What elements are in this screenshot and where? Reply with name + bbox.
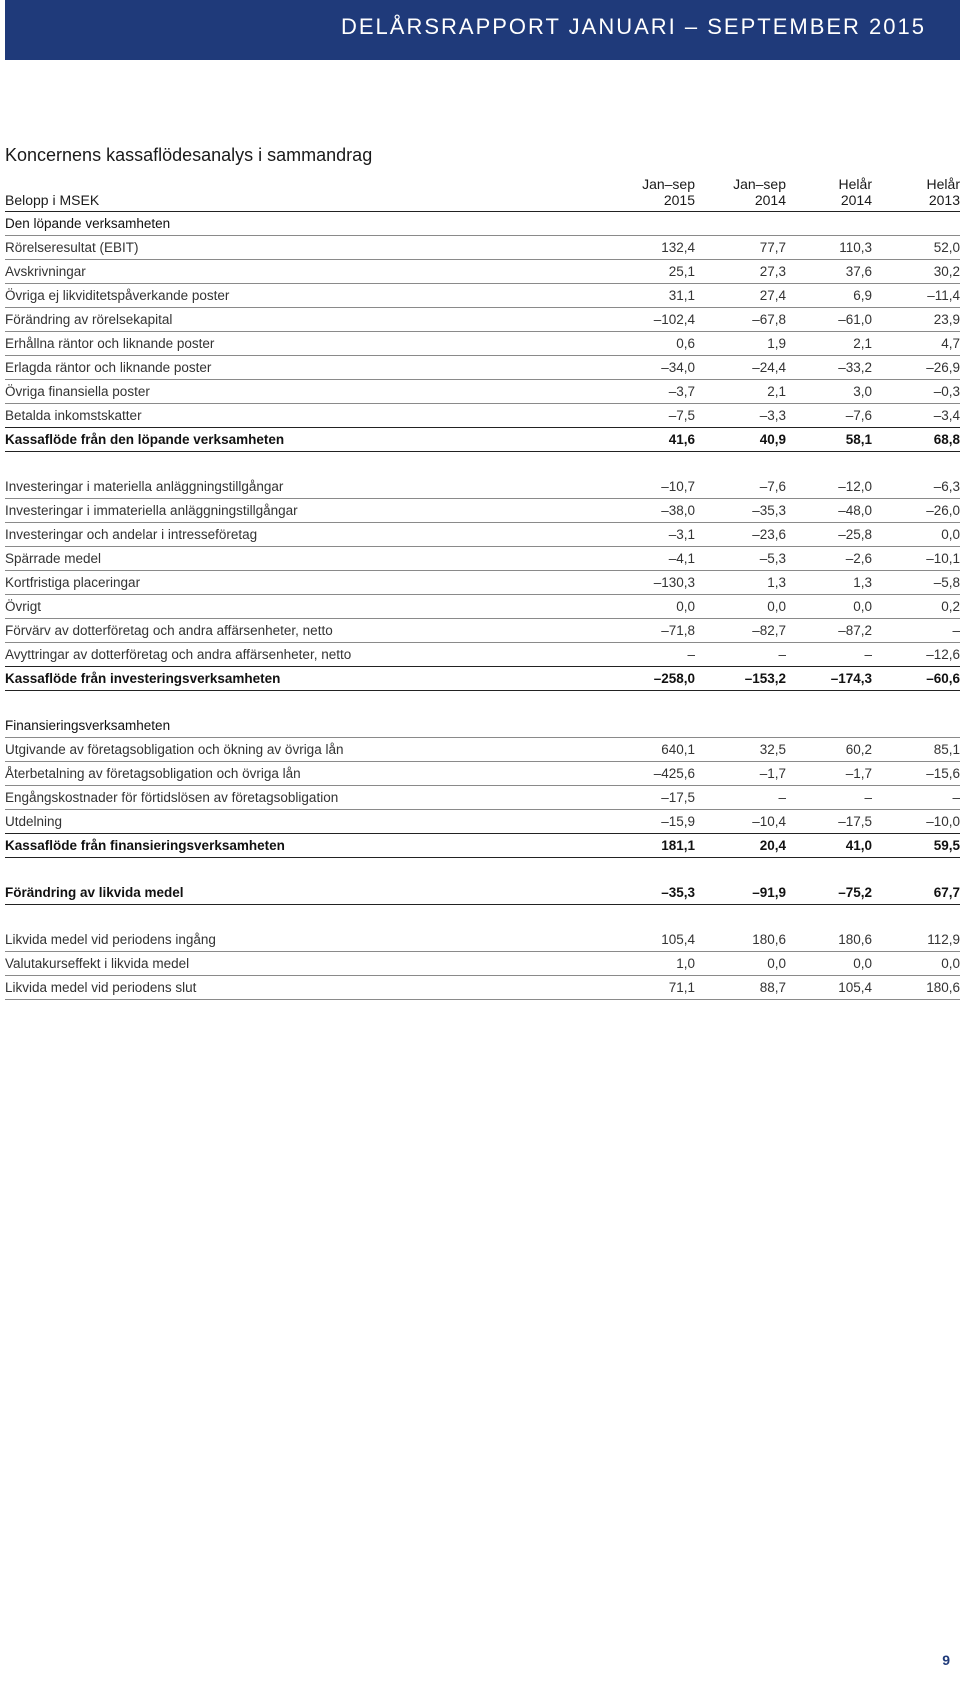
- subtotal-row: [5, 881, 960, 905]
- table-row: [5, 284, 960, 308]
- row-label: Investeringar i immateriella anläggningstillgångar: [5, 503, 298, 518]
- table-row: [5, 643, 960, 667]
- row-value: –130,3: [653, 575, 695, 590]
- row-value: 2,1: [767, 384, 786, 399]
- row-label: Rörelseresultat (EBIT): [5, 240, 139, 255]
- row-value: –4,1: [668, 551, 695, 566]
- row-value: –25,8: [838, 527, 872, 542]
- table-row: [5, 571, 960, 595]
- row-value: –38,0: [661, 503, 695, 518]
- table-row: [5, 976, 960, 1000]
- row-value: –0,3: [933, 384, 960, 399]
- row-value: –2,6: [845, 551, 872, 566]
- row-value: 6,9: [853, 288, 872, 303]
- table-row: [5, 595, 960, 619]
- row-spacer: [5, 691, 960, 714]
- row-value: –60,6: [926, 671, 960, 686]
- column-header-helar-2014: Helår 2014: [838, 176, 872, 208]
- row-label: Likvida medel vid periodens ingång: [5, 932, 216, 947]
- row-value: –7,6: [759, 479, 786, 494]
- row-value: –17,5: [661, 790, 695, 805]
- row-value: 23,9: [933, 312, 960, 327]
- row-value: –7,6: [845, 408, 872, 423]
- row-value: –153,2: [744, 671, 786, 686]
- row-value: –11,4: [927, 288, 960, 303]
- row-value: –35,3: [661, 885, 695, 900]
- row-value: 40,9: [759, 432, 786, 447]
- row-value: 1,3: [853, 575, 872, 590]
- row-value: 110,3: [839, 240, 872, 255]
- cash-flow-title: Koncernens kassaflödesanalys i sammandrag: [5, 145, 373, 165]
- row-value: –3,7: [668, 384, 695, 399]
- table-row: [5, 475, 960, 499]
- row-label: Likvida medel vid periodens slut: [5, 980, 197, 995]
- row-label: Avskrivningar: [5, 264, 86, 279]
- row-value: 32,5: [759, 742, 786, 757]
- row-label: Engångskostnader för förtidslösen av företagsobligation: [5, 790, 339, 805]
- row-value: 132,4: [661, 240, 695, 255]
- table-row: [5, 619, 960, 643]
- row-value: –10,7: [661, 479, 695, 494]
- row-value: –23,6: [752, 527, 786, 542]
- row-value: –: [952, 623, 960, 638]
- row-value: –15,9: [661, 814, 695, 829]
- row-value: 0,0: [853, 956, 872, 971]
- row-value: 37,6: [845, 264, 872, 279]
- row-value: –24,4: [752, 360, 786, 375]
- row-value: 3,0: [853, 384, 872, 399]
- row-value: –102,4: [653, 312, 695, 327]
- row-value: 0,0: [941, 956, 960, 971]
- row-value: 67,7: [933, 885, 960, 900]
- row-value: 88,7: [759, 980, 786, 995]
- row-label: Återbetalning av företagsobligation och övriga lån: [5, 766, 301, 781]
- column-header-jan-sep-2014: Jan–sep 2014: [733, 176, 786, 208]
- row-value: 0,2: [941, 599, 960, 614]
- row-value: 60,2: [845, 742, 872, 757]
- row-label: Kassaflöde från den löpande verksamheten: [5, 432, 285, 447]
- row-value: –34,0: [661, 360, 695, 375]
- row-label: Övriga ej likviditetspåverkande poster: [5, 288, 230, 303]
- row-label: Kassaflöde från finansieringsverksamheten: [5, 838, 285, 853]
- row-value: 0,0: [676, 599, 695, 614]
- row-value: –: [687, 647, 695, 662]
- row-value: 71,1: [668, 980, 695, 995]
- row-value: –12,6: [926, 647, 960, 662]
- row-value: –1,7: [845, 766, 872, 781]
- row-spacer: [5, 905, 960, 928]
- row-label: Övriga finansiella poster: [5, 384, 150, 399]
- subtotal-row: [5, 834, 960, 858]
- table-row: [5, 236, 960, 260]
- row-label: Kortfristiga placeringar: [5, 575, 141, 590]
- row-label: Investeringar och andelar i intresseföretag: [5, 527, 258, 542]
- row-value: 0,0: [767, 956, 786, 971]
- table-row: [5, 260, 960, 284]
- row-value: 52,0: [933, 240, 960, 255]
- row-value: 0,6: [676, 336, 695, 351]
- row-value: –10,4: [752, 814, 786, 829]
- row-value: –: [952, 790, 960, 805]
- row-value: –1,7: [759, 766, 786, 781]
- row-label: Erlagda räntor och liknande poster: [5, 360, 212, 375]
- report-header-title: DELÅRSRAPPORT JANUARI – SEPTEMBER 2015: [340, 14, 926, 39]
- row-label: Avyttringar av dotterföretag och andra affärsenheter, netto: [5, 647, 352, 662]
- row-value: –26,9: [926, 360, 960, 375]
- row-value: 68,8: [933, 432, 960, 447]
- row-label: Förändring av rörelsekapital: [5, 312, 173, 327]
- row-value: 85,1: [933, 742, 960, 757]
- row-label: Spärrade medel: [5, 551, 102, 566]
- row-label: Utgivande av företagsobligation och ökning av övriga lån: [5, 742, 344, 757]
- row-value: 1,3: [767, 575, 786, 590]
- row-value: –: [778, 647, 786, 662]
- row-value: 1,9: [767, 336, 786, 351]
- table-row: [5, 356, 960, 380]
- row-value: 0,0: [853, 599, 872, 614]
- table-row: [5, 404, 960, 428]
- table-row: [5, 380, 960, 404]
- table-row: [5, 308, 960, 332]
- row-label: Investeringar i materiella anläggningstillgångar: [5, 479, 284, 494]
- row-label: Valutakurseffekt i likvida medel: [5, 956, 190, 971]
- row-value: –35,3: [752, 503, 786, 518]
- section-heading-row: [5, 212, 960, 236]
- row-value: 41,6: [668, 432, 695, 447]
- row-label: Utdelning: [5, 814, 63, 829]
- row-value: –75,2: [838, 885, 872, 900]
- row-label: Den löpande verksamheten: [5, 216, 171, 231]
- row-label: Kassaflöde från investeringsverksamheten: [5, 671, 281, 686]
- row-value: 112,9: [927, 932, 960, 947]
- row-value: 27,3: [759, 264, 786, 279]
- table-row: [5, 928, 960, 952]
- table-body: [5, 212, 960, 1000]
- row-value: 180,6: [752, 932, 786, 947]
- table-header-row: [5, 174, 960, 212]
- row-value: –3,1: [668, 527, 695, 542]
- row-value: –26,0: [926, 503, 960, 518]
- row-value: 105,4: [661, 932, 695, 947]
- row-value: 77,7: [759, 240, 786, 255]
- row-value: 0,0: [767, 599, 786, 614]
- row-value: –87,2: [838, 623, 872, 638]
- table-row: [5, 762, 960, 786]
- table-row: [5, 523, 960, 547]
- row-value: 58,1: [845, 432, 872, 447]
- row-value: –3,3: [759, 408, 786, 423]
- column-header-jan-sep-2015: Jan–sep 2015: [642, 176, 695, 208]
- row-label: Erhållna räntor och liknande poster: [5, 336, 215, 351]
- table-row: [5, 810, 960, 834]
- row-value: 25,1: [668, 264, 695, 279]
- row-value: 2,1: [853, 336, 872, 351]
- row-value: 27,4: [759, 288, 786, 303]
- row-value: –3,4: [933, 408, 960, 423]
- row-value: 1,0: [676, 956, 695, 971]
- row-value: –91,9: [752, 885, 786, 900]
- row-value: 41,0: [845, 838, 872, 853]
- table-row: [5, 738, 960, 762]
- row-value: –5,8: [933, 575, 960, 590]
- row-label: Övrigt: [5, 599, 42, 614]
- row-label: Finansieringsverksamheten: [5, 718, 171, 733]
- unit-label: Belopp i MSEK: [5, 192, 100, 208]
- row-spacer: [5, 452, 960, 475]
- row-value: –: [864, 790, 872, 805]
- row-value: 105,4: [838, 980, 872, 995]
- row-value: –6,3: [933, 479, 960, 494]
- row-value: 20,4: [759, 838, 786, 853]
- table-row: [5, 952, 960, 976]
- row-value: 640,1: [661, 742, 695, 757]
- row-value: 0,0: [941, 527, 960, 542]
- row-value: –15,6: [926, 766, 960, 781]
- page-number: 9: [942, 1652, 950, 1668]
- row-value: –82,7: [752, 623, 786, 638]
- row-value: 59,5: [933, 838, 960, 853]
- table-row: [5, 499, 960, 523]
- row-value: –61,0: [838, 312, 872, 327]
- row-value: –17,5: [838, 814, 872, 829]
- table-row: [5, 786, 960, 810]
- cash-flow-table: [5, 174, 960, 1000]
- row-value: –258,0: [653, 671, 695, 686]
- row-label: Förvärv av dotterföretag och andra affärsenheter, netto: [5, 623, 333, 638]
- subtotal-row: [5, 667, 960, 691]
- table-row: [5, 547, 960, 571]
- row-value: 181,1: [661, 838, 695, 853]
- row-value: –: [778, 790, 786, 805]
- row-value: 30,2: [933, 264, 960, 279]
- row-value: –174,3: [830, 671, 872, 686]
- row-value: 4,7: [941, 336, 960, 351]
- row-value: –425,6: [653, 766, 695, 781]
- row-value: –10,1: [926, 551, 960, 566]
- row-value: 31,1: [668, 288, 695, 303]
- row-value: –: [864, 647, 872, 662]
- row-value: –10,0: [926, 814, 960, 829]
- row-label: Förändring av likvida medel: [5, 885, 184, 900]
- row-value: –12,0: [838, 479, 872, 494]
- column-header-helar-2013: Helår 2013: [926, 176, 960, 208]
- row-label: Betalda inkomstskatter: [5, 408, 142, 423]
- row-value: –33,2: [838, 360, 872, 375]
- section-heading-row: [5, 714, 960, 738]
- row-spacer: [5, 858, 960, 881]
- table-row: [5, 332, 960, 356]
- row-value: –48,0: [838, 503, 872, 518]
- row-value: –7,5: [668, 408, 695, 423]
- row-value: –71,8: [661, 623, 695, 638]
- row-value: 180,6: [926, 980, 960, 995]
- report-header-band: [5, 0, 960, 60]
- row-value: 180,6: [838, 932, 872, 947]
- row-value: –5,3: [759, 551, 786, 566]
- row-value: –67,8: [752, 312, 786, 327]
- subtotal-row: [5, 428, 960, 452]
